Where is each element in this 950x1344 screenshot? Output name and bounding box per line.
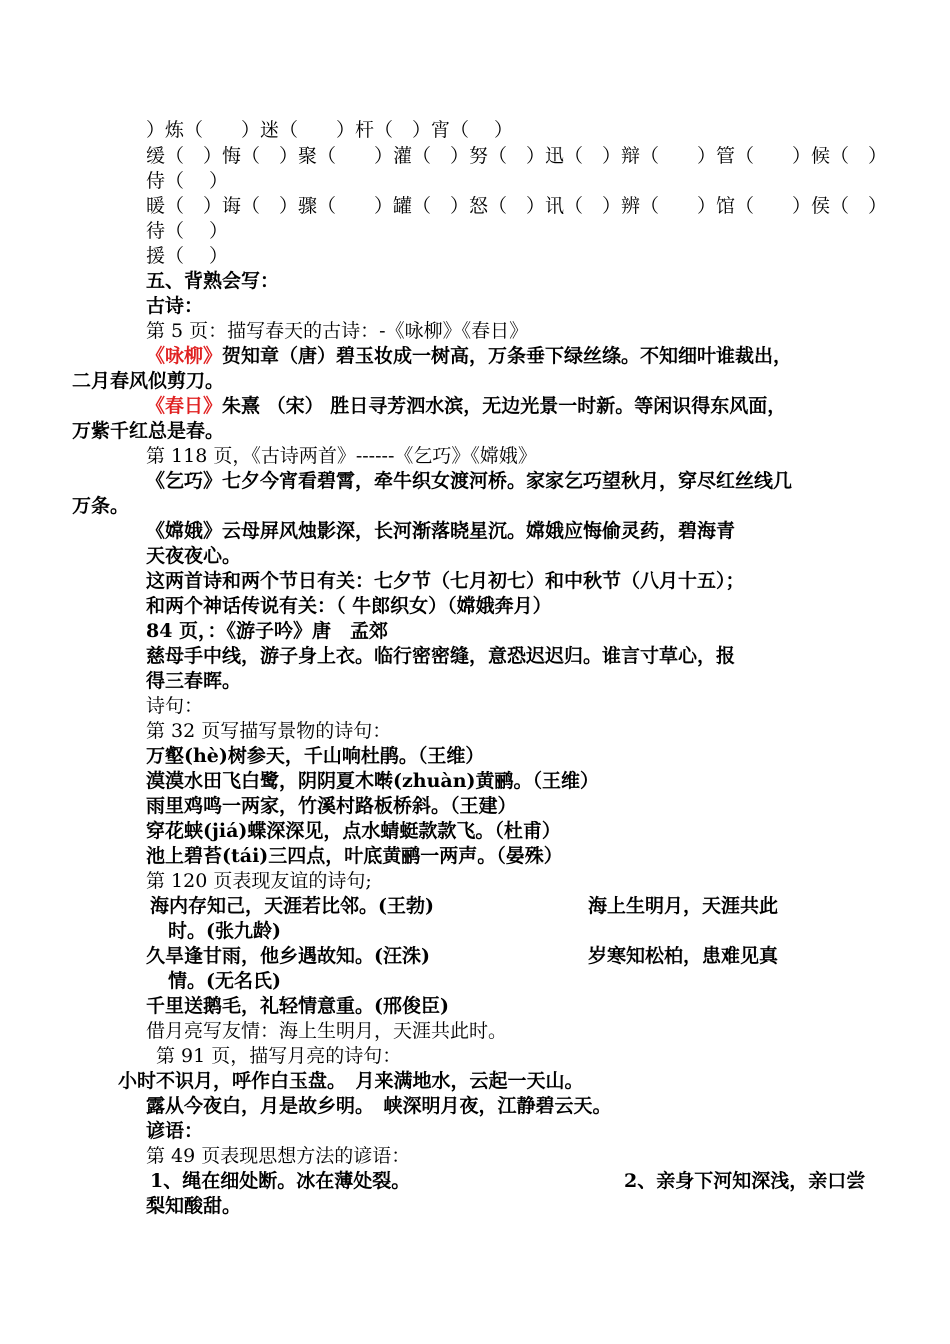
text-run: 海内存知己，天涯若比邻。(王勃) (150, 895, 434, 917)
text-run: 小时不识月，呼作白玉盘。 月来满地水，云起一天山。 (118, 1070, 584, 1092)
text-line (146, 794, 517, 819)
text-run: 贺知章（唐）碧玉妆成一树高，万条垂下绿丝绦。不知细叶谁裁出， (222, 345, 793, 367)
text-line (146, 644, 735, 669)
text-line (146, 194, 887, 219)
text-line (146, 619, 388, 644)
text-run: 第 91 页，描写月亮的诗句： (156, 1045, 402, 1067)
text-run: 朱熹 （宋） 胜日寻芳泗水滨，无边光景一时新。等闲识得东风面， (222, 395, 787, 417)
text-run: 古诗： (146, 295, 204, 317)
text-line (146, 344, 792, 369)
text-run: 万紫千红总是春。 (72, 420, 225, 442)
text-line (146, 519, 735, 544)
text-line (146, 544, 241, 569)
text-run: 海上生明月，天涯共此 (588, 895, 779, 917)
text-line (156, 1044, 401, 1069)
text-run: 1、绳在细处断。冰在薄处裂。 (150, 1170, 411, 1192)
text-run: 暖（ ）诲（ ）骤（ ）罐（ ）怒（ ）讯（ ）辨（ ）馆（ ）侯（ ） (146, 195, 888, 217)
text-line (150, 1169, 410, 1194)
text-line (146, 394, 786, 419)
text-run: 万条。 (72, 495, 130, 517)
text-run: 第 120 页表现友谊的诗句; (146, 870, 372, 892)
text-run: 第 5 页：描写春天的古诗：-《咏柳》《春日》 (146, 320, 529, 342)
text-line (146, 294, 203, 319)
text-run: 慈母手中线，游子身上衣。临行密密缝，意恐迟迟归。谁言寸草心，报 (146, 645, 736, 667)
text-line (150, 894, 434, 919)
text-line (146, 244, 228, 269)
text-line (146, 744, 484, 769)
text-run: 池上碧苔(tái)三四点，叶底黄鹂一两声。（晏殊） (146, 845, 563, 867)
text-run: 漠漠水田飞白鹭，阴阴夏木啭(zhuàn)黄鹂。（王维） (146, 770, 600, 792)
text-run: 援（ ） (146, 245, 229, 267)
poem-title: 《春日》 (146, 395, 223, 417)
text-line (146, 1019, 507, 1044)
text-line (146, 594, 552, 619)
text-line (146, 444, 537, 469)
text-run: 2、亲身下河知深浅，亲口尝 (624, 1170, 866, 1192)
text-run: 借月亮写友情：海上生明月，天涯共此时。 (146, 1020, 508, 1042)
text-run: 这两首诗和两个节日有关：七夕节（七月初七）和中秋节（八月十五）； (146, 570, 745, 592)
text-run: 久旱逢甘雨，他乡遇故知。(汪洙) (146, 945, 430, 967)
text-line (146, 269, 279, 294)
text-line (146, 819, 561, 844)
text-line (168, 969, 281, 994)
text-run: 雨里鸡鸣一两家，竹溪村路板桥斜。（王建） (146, 795, 517, 817)
text-line (146, 219, 228, 244)
text-run: 《嫦娥》云母屏风烛影深，长河渐落晓星沉。嫦娥应悔偷灵药，碧海青 (146, 520, 736, 542)
text-line (146, 169, 228, 194)
text-line (146, 1144, 410, 1169)
poem-title: 《咏柳》 (146, 345, 223, 367)
text-run: 岁寒知松柏，患难见真 (588, 945, 779, 967)
text-line (146, 769, 599, 794)
text-run: 第 32 页写描写景物的诗句： (146, 720, 392, 742)
text-line (168, 919, 281, 944)
text-run: 侍（ ） (146, 170, 229, 192)
text-line (146, 144, 887, 169)
text-run: 待（ ） (146, 220, 229, 242)
text-line (146, 569, 745, 594)
text-run: 千里送鹅毛，礼轻情意重。(邢俊臣) (146, 995, 449, 1017)
text-line (118, 1069, 584, 1094)
text-line (146, 469, 792, 494)
text-line (72, 494, 129, 519)
text-run: 万壑(hè)树参天，千山响杜鹃。（王维） (146, 745, 485, 767)
text-line (146, 719, 391, 744)
text-run: 二月春风似剪刀。 (72, 370, 225, 392)
text-line (146, 869, 372, 894)
text-run: 和两个神话传说有关：（ 牛郎织女）（嫦娥奔月） (146, 595, 552, 617)
text-line (146, 1094, 612, 1119)
text-run: 第 49 页表现思想方法的谚语： (146, 1145, 411, 1167)
text-line (624, 1169, 865, 1194)
text-run: 五、背熟会写： (146, 270, 280, 292)
text-run: 情。(无名氏) (168, 970, 281, 992)
text-line (588, 944, 778, 969)
text-run: ）炼（ ）迷（ ）杆（ ）宵（ ） (146, 119, 514, 141)
text-line (146, 844, 563, 869)
text-run: 诗句： (146, 695, 204, 717)
text-run: 天夜夜心。 (146, 545, 242, 567)
text-line (146, 694, 203, 719)
text-run: 第 118 页，《古诗两首》------《乞巧》《嫦娥》 (146, 445, 537, 467)
text-line (588, 894, 778, 919)
text-line (72, 419, 224, 444)
text-run: 露从今夜白，月是故乡明。 峡深明月夜，江静碧云天。 (146, 1095, 612, 1117)
text-run: 梨知酸甜。 (146, 1195, 242, 1217)
text-run: 《乞巧》七夕今宵看碧霄，牵牛织女渡河桥。家家乞巧望秋月，穿尽红丝线几 (146, 470, 793, 492)
text-line (146, 944, 430, 969)
text-run: 时。(张九龄) (168, 920, 281, 942)
text-line (146, 1194, 241, 1219)
text-run: 得三春晖。 (146, 670, 242, 692)
text-line (146, 319, 528, 344)
text-line (146, 1119, 203, 1144)
text-run: 谚语： (146, 1120, 204, 1142)
text-run: 84 页，：《游子吟》唐 孟郊 (146, 620, 389, 642)
text-run: 穿花蛱(jiá)蝶深深见，点水蜻蜓款款飞。（杜甫） (146, 820, 561, 842)
text-run: 缓（ ）悔（ ）聚（ ）灌（ ）努（ ）迅（ ）辩（ ）管（ ）候（ ） (146, 145, 888, 167)
text-line (72, 369, 224, 394)
text-line (146, 669, 241, 694)
text-line (146, 994, 449, 1019)
text-line (146, 118, 513, 143)
